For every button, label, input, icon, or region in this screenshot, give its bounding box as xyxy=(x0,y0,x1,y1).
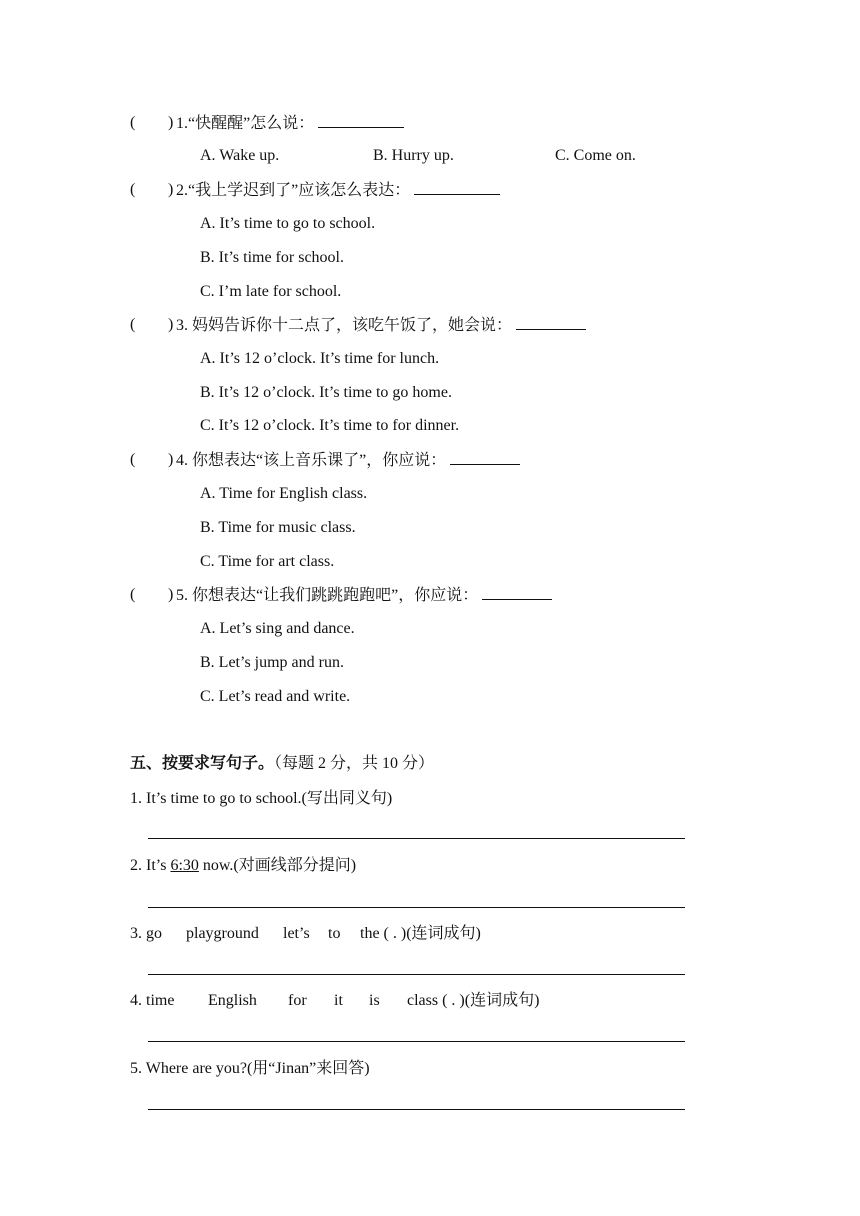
answer-line-2[interactable] xyxy=(148,907,685,908)
option-c: C. I’m late for school. xyxy=(200,283,342,300)
section-title-text: 五、按要求写句子。 xyxy=(130,755,275,772)
question-text: 1.“快醒醒”怎么说： xyxy=(176,115,315,132)
rewrite-item-5: 5. Where are you?(用“Jinan”来回答) xyxy=(130,1060,370,1077)
answer-blank[interactable] xyxy=(516,315,586,330)
section-score-note: （每题 2 分，共 10 分） xyxy=(274,755,435,772)
answer-line-4[interactable] xyxy=(148,1041,685,1042)
answer-blank[interactable] xyxy=(414,180,500,195)
worksheet-page: ( ) 1.“快醒醒”怎么说： A. Wake up. B. Hurry up. C. Come on. ( ) 2.“我上学迟到了”应该怎么表达： A. It’s time to go to school. B. It’s time for school. C. I’m late for school. ( ) 3. 妈妈告诉你十二点了，该吃午饭了，她会说： A. It’s 12 o’clock. It’s time for lunch. B. It’s 12 o’clock. It’s time to go home. C. It’s 12 o’clock. It’s time to for dinner. ( ) 4. 你想表达“该上音乐课了”，你应说： A. Time for English class. B. Time for music class. C. Time for art class. ( ) 5. 你想表达“让我们跳跳跑跑吧”，你应说： A. Let’s sing and dance. B. Let’s jump and run. C. Let’s read and write. 五、按要求写句子。（每题 2 分，共 10 分） 1. It’s time to go to school.(写出同义句) 2. It’s 6:30 now.(对画线部分提问) 3. go playground let’s to the ( . )(连词成句) 4. time English for it is class ( . )(连词成句) 5. Where are you?(用“Jinan”来回答) xyxy=(0,0,860,1216)
answer-paren-close: ) xyxy=(168,451,174,468)
option-c: C. Let’s read and write. xyxy=(200,688,351,705)
question-text: 5. 你想表达“让我们跳跳跑跑吧”，你应说： xyxy=(176,587,479,604)
answer-line-5[interactable] xyxy=(148,1109,685,1110)
answer-paren-open: ( xyxy=(130,114,136,131)
answer-blank[interactable] xyxy=(482,585,552,600)
option-a: A. Let’s sing and dance. xyxy=(200,620,355,637)
option-a: A. Time for English class. xyxy=(200,485,368,502)
answer-paren-open: ( xyxy=(130,316,136,333)
option-a: A. Wake up. xyxy=(200,147,280,164)
answer-line-1[interactable] xyxy=(148,838,685,839)
answer-paren-close: ) xyxy=(168,114,174,131)
option-a: A. It’s 12 o’clock. It’s time for lunch. xyxy=(200,350,440,367)
answer-paren-close: ) xyxy=(168,181,174,198)
underlined-time: 6:30 xyxy=(170,857,199,874)
option-b: B. It’s 12 o’clock. It’s time to go home. xyxy=(200,384,452,401)
option-b: B. It’s time for school. xyxy=(200,249,344,266)
option-c: C. Time for art class. xyxy=(200,553,335,570)
option-a: A. It’s time to go to school. xyxy=(200,215,376,232)
question-text: 3. 妈妈告诉你十二点了，该吃午饭了，她会说： xyxy=(176,317,513,334)
answer-blank[interactable] xyxy=(450,450,520,465)
section-title xyxy=(130,754,434,774)
answer-paren-open: ( xyxy=(130,586,136,603)
question-text: 2.“我上学迟到了”应该怎么表达： xyxy=(176,182,411,199)
rewrite-item-1: 1. It’s time to go to school.(写出同义句) xyxy=(130,790,393,807)
answer-paren-open: ( xyxy=(130,451,136,468)
answer-paren-close: ) xyxy=(168,586,174,603)
answer-paren-close: ) xyxy=(168,316,174,333)
answer-paren-open: ( xyxy=(130,181,136,198)
option-c: C. Come on. xyxy=(555,147,636,164)
option-b: B. Time for music class. xyxy=(200,519,356,536)
option-b: B. Let’s jump and run. xyxy=(200,654,344,671)
answer-blank[interactable] xyxy=(318,113,404,128)
option-b: B. Hurry up. xyxy=(373,147,454,164)
answer-line-3[interactable] xyxy=(148,974,685,975)
question-text: 4. 你想表达“该上音乐课了”，你应说： xyxy=(176,452,447,469)
rewrite-item-2: 2. It’s 6:30 now.(对画线部分提问) xyxy=(130,857,357,874)
option-c: C. It’s 12 o’clock. It’s time to for dinner. xyxy=(200,417,460,434)
